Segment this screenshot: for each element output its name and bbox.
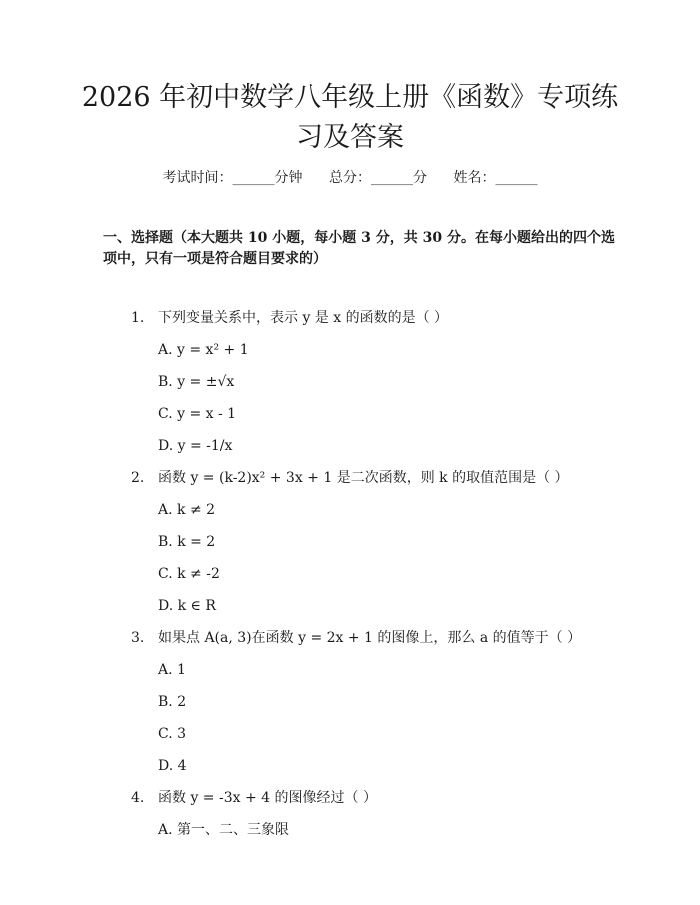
question-1 [131,308,448,328]
option-d: D. 4 [158,758,187,774]
question-text: 函数 y = -3x + 4 的图像经过（ ） [158,790,377,806]
option-b: B. y = ±√x [158,374,235,390]
option-a: A. y = x² + 1 [158,342,249,358]
question-2 [131,468,569,488]
total-score-field: 总分：______分 [329,170,427,186]
option-a: A. 1 [158,662,186,678]
question-text: 函数 y = (k-2)x² + 3x + 1 是二次函数，则 k 的取值范围是（ ） [158,470,569,486]
question-number: 4. [131,790,145,806]
option-c: C. y = x - 1 [158,406,237,422]
question-text: 下列变量关系中，表示 y 是 x 的函数的是（ ） [158,310,449,326]
option-a: A. 第一、二、三象限 [158,822,290,838]
option-b: B. 2 [158,694,187,710]
exam-info-line [0,168,700,188]
exam-time-field: 考试时间：______分钟 [162,170,303,186]
question-3 [131,628,581,648]
question-number: 3. [131,630,145,646]
option-c: C. 3 [158,726,187,742]
student-name-field: 姓名：______ [453,170,538,186]
option-d: D. y = -1/x [158,438,233,454]
document-title: 2026 年初中数学八年级上册《函数》专项练习及答案 [81,82,619,153]
question-number: 2. [131,470,145,486]
option-d: D. k ∈ R [158,598,216,614]
option-b: B. k = 2 [158,534,216,550]
question-number: 1. [131,310,145,326]
option-c: C. k ≠ -2 [158,566,220,582]
option-a: A. k ≠ 2 [158,502,216,518]
question-4 [131,788,377,808]
question-text: 如果点 A(a, 3)在函数 y = 2x + 1 的图像上，那么 a 的值等于（ ） [158,630,582,646]
section-heading: 一、选择题（本大题共 10 小题，每小题 3 分，共 30 分。在每小题给出的四个选项中，只有一项是符合题目要求的） [103,230,615,267]
